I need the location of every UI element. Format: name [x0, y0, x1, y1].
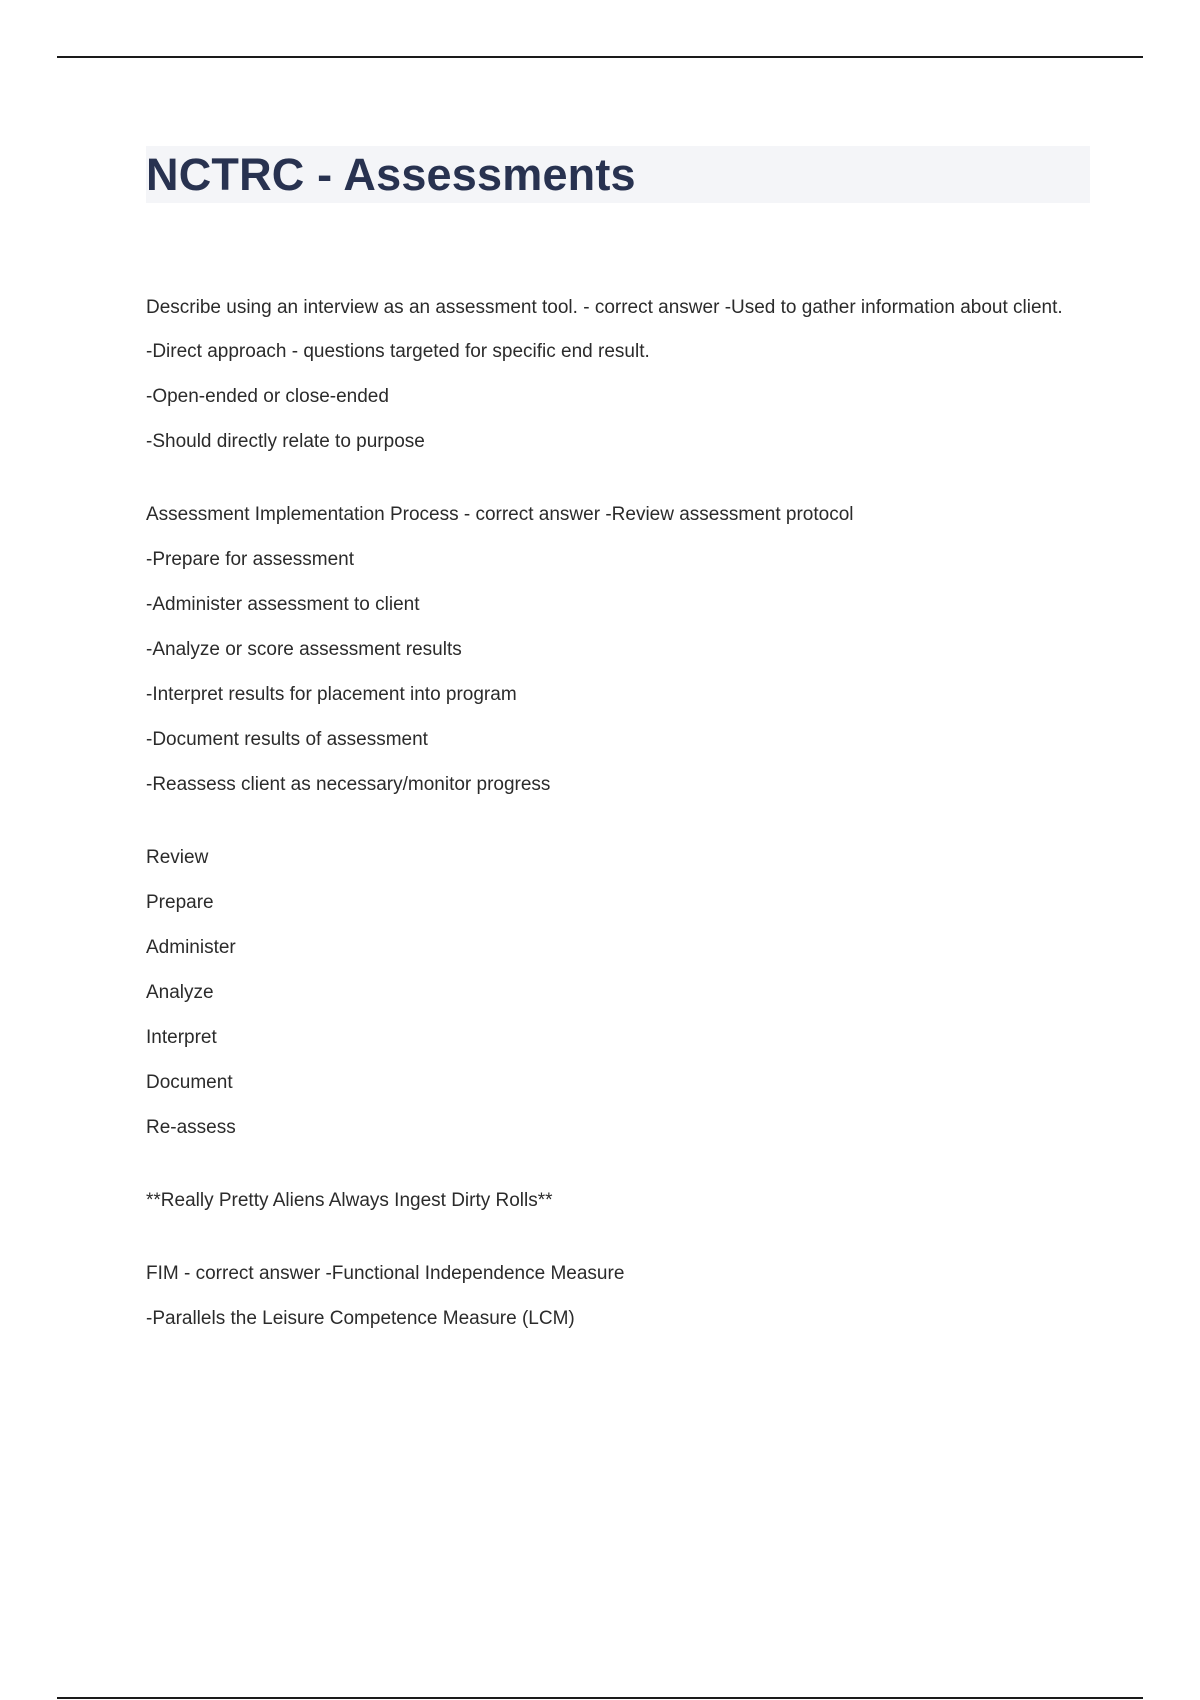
step-item: Review	[146, 847, 209, 868]
qa-block-implementation-process	[146, 501, 1090, 799]
step-item: Interpret	[146, 1027, 217, 1048]
qa-list	[146, 294, 1090, 1333]
title-band	[146, 146, 1090, 203]
qa-block-fim	[146, 1260, 1090, 1333]
step-item: Administer	[146, 937, 236, 958]
footer-rule	[57, 1697, 1143, 1699]
qa-block-interview	[146, 294, 1090, 456]
mnemonic-phrase-block	[146, 1187, 1090, 1215]
answer-line: -Analyze or score assessment results	[146, 639, 462, 660]
answer-line: -Reassess client as necessary/monitor progress	[146, 774, 551, 795]
answer-line: -Administer assessment to client	[146, 594, 420, 615]
question-line: Describe using an interview as an assessment tool. - correct answer -Used to gather information about client.	[146, 297, 1063, 318]
answer-line: -Direct approach - questions targeted for specific end result.	[146, 341, 650, 362]
step-item: Document	[146, 1072, 233, 1093]
answer-line: -Parallels the Leisure Competence Measure (LCM)	[146, 1308, 575, 1329]
answer-line: -Open-ended or close-ended	[146, 386, 389, 407]
page-title: NCTRC - Assessments	[146, 149, 636, 200]
mnemonic-phrase: **Really Pretty Aliens Always Ingest Dirty Rolls**	[146, 1190, 553, 1211]
header-rule	[57, 56, 1143, 58]
step-item: Prepare	[146, 892, 214, 913]
answer-line: -Document results of assessment	[146, 729, 428, 750]
step-item: Analyze	[146, 982, 214, 1003]
mnemonic-steps	[146, 844, 1090, 1142]
answer-line: -Should directly relate to purpose	[146, 431, 425, 452]
answer-line: -Interpret results for placement into program	[146, 684, 517, 705]
question-line: Assessment Implementation Process - correct answer -Review assessment protocol	[146, 504, 854, 525]
question-line: FIM - correct answer -Functional Independence Measure	[146, 1263, 625, 1284]
answer-line: -Prepare for assessment	[146, 549, 355, 570]
document-body	[146, 146, 1090, 1378]
step-item: Re-assess	[146, 1117, 236, 1138]
